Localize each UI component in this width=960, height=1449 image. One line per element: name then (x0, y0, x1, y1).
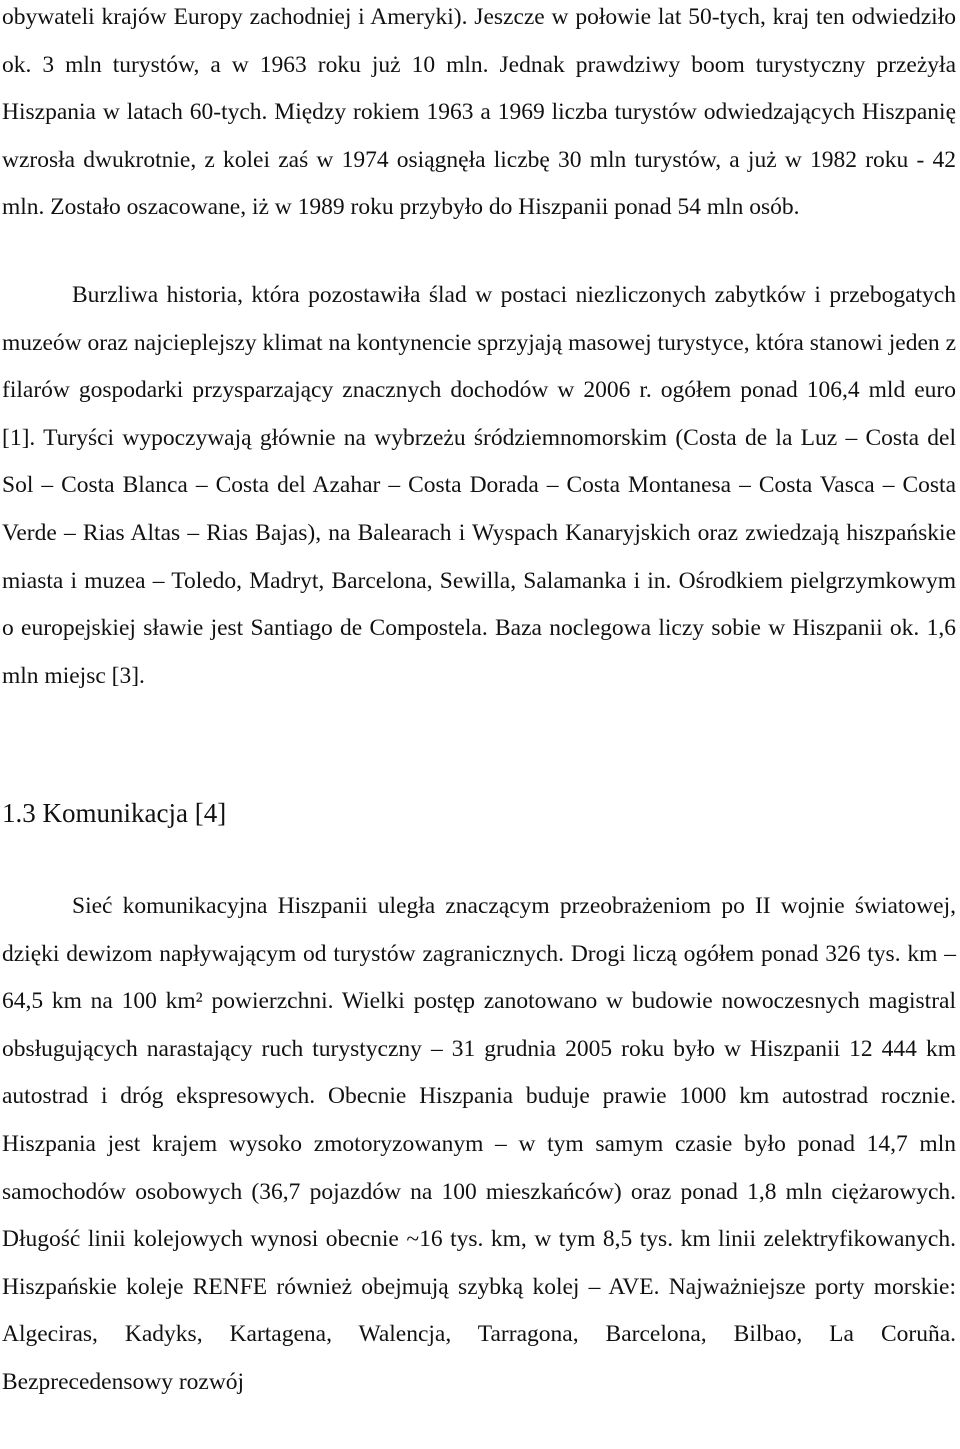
paragraph-tourism-statistics: obywateli krajów Europy zachodniej i Ameryki). Jeszcze w połowie lat 50-tych, kraj ten odwiedziło ok. 3 mln turystów, a w 1963 roku już 10 mln. Jednak prawdziwy boom turystyczny przeżyła Hiszpania w latach 60-tych. Między rokiem 1963 a 1969 liczba turystów odwiedzających Hiszpanię wzrosła dwukrotnie, z kolei zaś w 1974 osiągnęła liczbę 30 mln turystów, a już w 1982 roku - 42 mln. Zostało oszacowane, iż w 1989 roku przybyło do Hiszpanii ponad 54 mln osób. (2, 4, 956, 221)
section-heading: 1.3 Komunikacja [4] (2, 798, 227, 828)
paragraph-tourism-attractions: Burzliwa historia, która pozostawiła ślad w postaci niezliczonych zabytków i przebogatych muzeów oraz najcieplejszy klimat na kontynencie sprzyjają masowej turystyce, która stanowi jeden z filarów gospodarki przysparzający znacznych dochodów w 2006 r. ogółem ponad 106,4 mld euro [1]. Turyści wypoczywają głównie na wybrzeżu śródziemnomorskim (Costa de la Luz – Costa del Sol – Costa Blanca – Costa del Azahar – Costa Dorada – Costa Montanesa – Costa Vasca – Costa Verde – Rias Altas – Rias Bajas), na Balearach i Wyspach Kanaryjskich oraz zwiedzają hiszpańskie miasta i muzea – Toledo, Madryt, Barcelona, Sewilla, Salamanka i in. Ośrodkiem pielgrzymkowym o europejskiej sławie jest Santiago de Compostela. Baza noclegowa liczy sobie w Hiszpanii ok. 1,6 mln miejsc [3]. (2, 282, 956, 689)
paragraph-transport: Sieć komunikacyjna Hiszpanii uległa znaczącym przeobrażeniom po II wojnie światowej, dzięki dewizom napływającym od turystów zagranicznych. Drogi liczą ogółem ponad 326 tys. km – 64,5 km na 100 km² powierzchni. Wielki postęp zanotowano w budowie nowoczesnych magistral obsługujących narastający ruch turystyczny – 31 grudnia 2005 roku było w Hiszpanii 12 444 km autostrad i dróg ekspresowych. Obecnie Hiszpania buduje prawie 1000 km autostrad rocznie. Hiszpania jest krajem wysoko zmotoryzowanym – w tym samym czasie było ponad 14,7 mln samochodów osobowych (36,7 pojazdów na 100 mieszkańców) oraz ponad 1,8 mln ciężarowych. Długość linii kolejowych wynosi obecnie ~16 tys. km, w tym 8,5 tys. km linii zelektryfikowanych. Hiszpańskie koleje RENFE również obejmują szybką kolej – AVE. Najważniejsze porty morskie: Algeciras, Kadyks, Kartagena, Walencja, Tarragona, Barcelona, Bilbao, La Coruña. Bezprecedensowy rozwój (2, 893, 956, 1395)
